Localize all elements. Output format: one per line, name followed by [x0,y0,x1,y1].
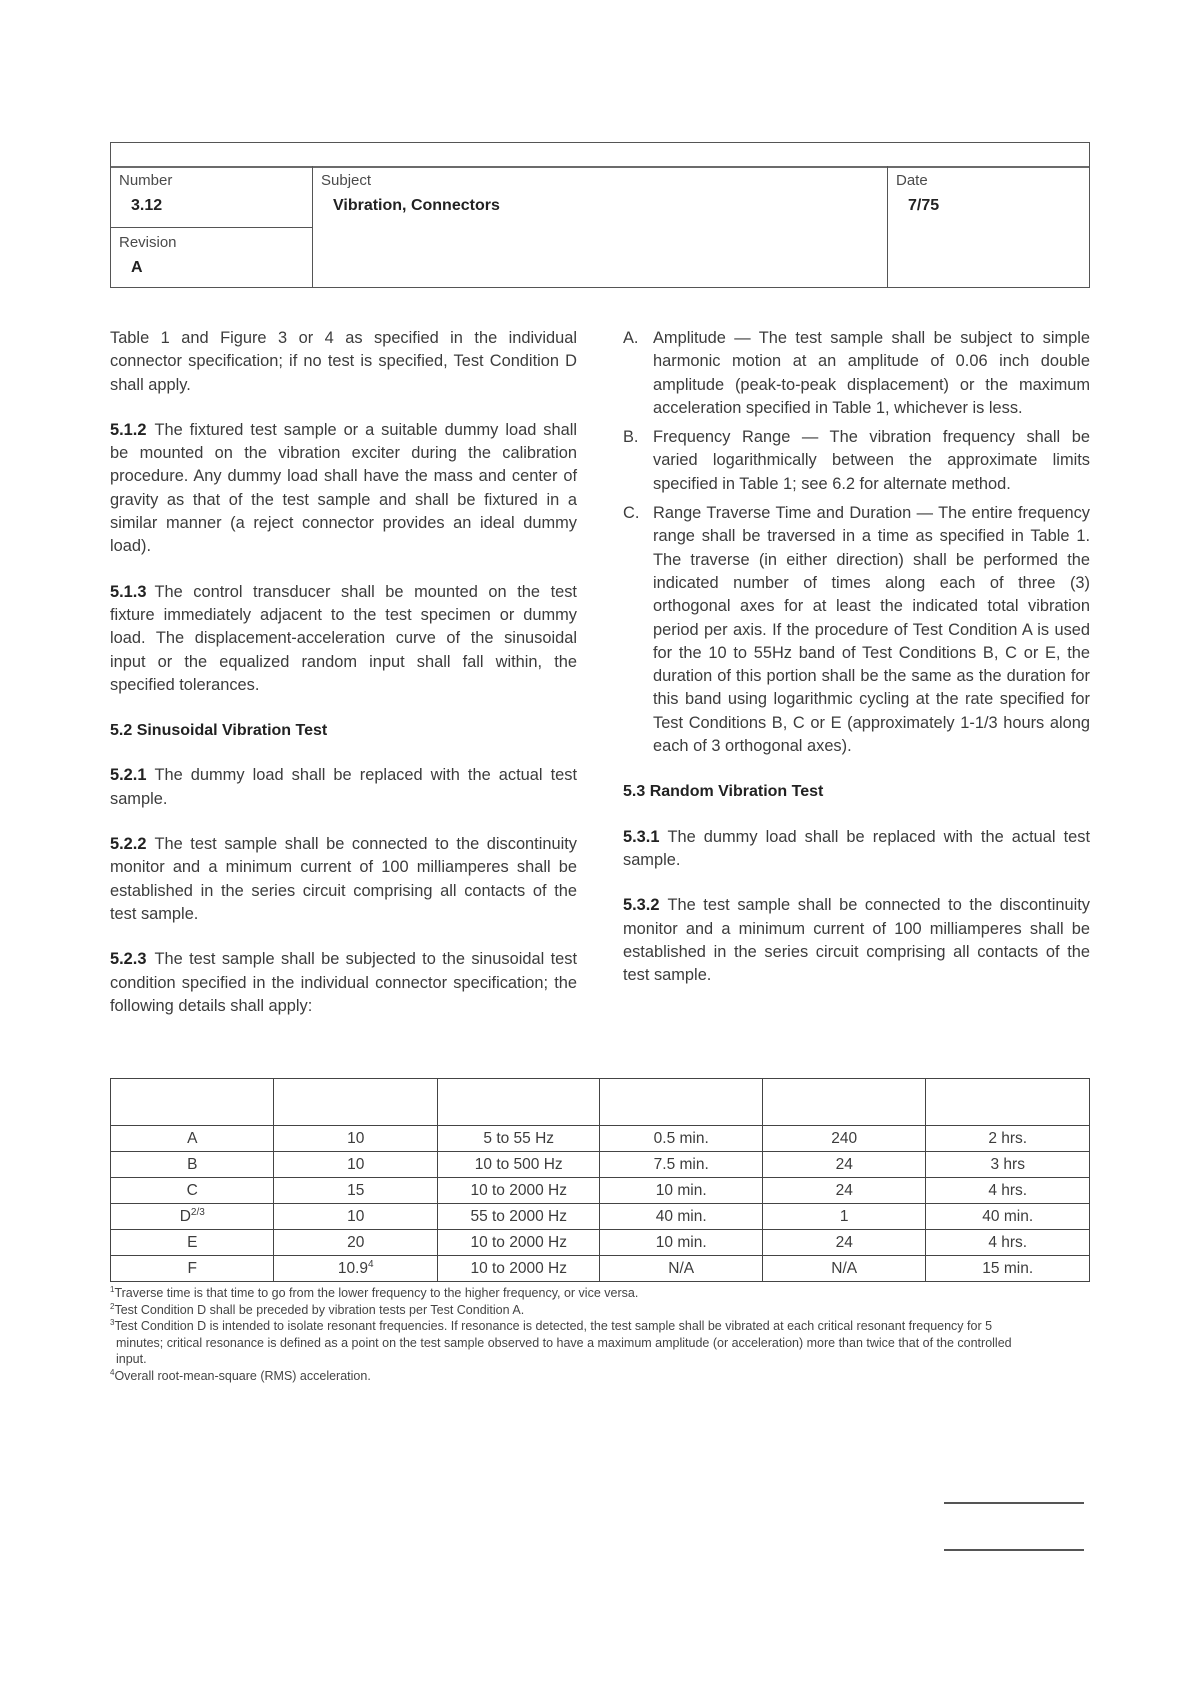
paragraph-text: The dummy load shall be replaced with the actual test sample. [623,827,1090,869]
subject-label: Subject [321,172,372,189]
paragraph-5-1-3 [110,581,577,697]
list-marker: C. [623,504,640,523]
paragraph-text: The test sample shall be connected to the discontinuity monitor and a minimum current of 100 milliamperes shall be established in the series circuit comprising all contacts of the test sample. [110,835,577,923]
table-header-cell [437,1079,600,1126]
condition-cell: B [111,1152,274,1178]
paragraph-5-2-1 [110,764,577,811]
title-block [110,142,1090,288]
list-marker: A. [623,329,639,347]
paragraph-text: The control transducer shall be mounted on the test fixture immediately adjacent to the test specimen or dummy load. The displacement-acceleration curve of the sinusoidal input or the equalized random input shall fall within, the specified tolerances. [110,582,577,694]
cycles-cell: 24 [762,1230,925,1256]
traverse-time-cell: 0.5 min. [600,1126,763,1152]
duration-cell: 2 hrs. [926,1126,1090,1152]
date-cell [888,166,1088,287]
section-number: 5.1.3 [110,582,147,601]
frequency-cell: 5 to 55 Hz [437,1126,600,1152]
paragraph-text: The test sample shall be subjected to the sinusoidal test condition specified in the individual connector specification; the following details shall apply: [110,950,577,1015]
traverse-time-cell: 10 min. [600,1230,763,1256]
number-value: 3.12 [131,197,163,214]
list-item-text: Frequency Range — The vibration frequency shall be varied logarithmically between the approximate limits specified in Table 1; see 6.2 for alternate method. [653,428,1090,493]
revision-value: A [131,259,143,276]
footnote-3: $^3$Test Condition D is intended to isolate resonant frequencies. If resonance is detected, the test sample shall be vibrated at each critical resonant frequency for 5 minutes; critical resonance is defined as a point on the test sample observed to have a maximum amplitude (or acceleration) more than twice that of the controlled input. [110,1318,1012,1367]
duration-cell: 15 min. [926,1256,1090,1282]
duration-cell: 4 hrs. [926,1178,1090,1204]
table-row [111,1152,1090,1178]
table-header-cell [111,1079,274,1126]
acceleration-cell: 15 [274,1178,437,1204]
table-row [111,1256,1090,1282]
list-marker: B. [623,428,639,447]
title-block-top-band [111,143,1089,168]
cycles-cell: 240 [762,1126,925,1152]
table-row [111,1230,1090,1256]
subject-cell [313,166,888,287]
revision-cell [111,228,313,287]
footnote-1: $^1$Traverse time is that time to go from the lower frequency to the higher frequency, or vice versa. [110,1285,639,1300]
signature-line-1 [944,1502,1084,1504]
frequency-cell: 10 to 500 Hz [437,1152,600,1178]
paragraph-5-3-2 [623,894,1090,987]
acceleration-cell: 10.9$^4$ [274,1256,437,1282]
acceleration-cell: 20 [274,1230,437,1256]
cycles-cell: N/A [762,1256,925,1282]
acceleration-cell: 10 [274,1152,437,1178]
revision-label: Revision [119,234,177,251]
test-conditions-table [110,1078,1090,1282]
table-header-row [111,1079,1090,1126]
footnote-2: $^2$Test Condition D shall be preceded by vibration tests per Test Condition A. [110,1301,525,1317]
condition-cell: C [111,1178,274,1204]
section-number: 5.2.1 [110,766,147,785]
paragraph-text: The test sample shall be connected to the discontinuity monitor and a minimum current of 100 milliamperes shall be established in the series circuit comprising all contacts of the test sample. [623,896,1090,985]
footnote-4: $^4$Overall root-mean-square (RMS) acceleration. [110,1367,371,1383]
section-number: 5.2.2 [110,835,147,854]
heading-random-vibration-test: 5.3 Random Vibration Test [623,783,824,801]
table-header-cell [762,1079,925,1126]
paragraph-5-2-3 [110,948,577,1018]
subject-value: Vibration, Connectors [333,197,500,214]
traverse-time-cell: 7.5 min. [600,1152,763,1178]
section-number: 5.3.1 [623,827,660,846]
traverse-time-cell: N/A [600,1256,763,1282]
list-item-text: Range Traverse Time and Duration — The entire frequency range shall be traversed in a time as specified in Table 1. The traverse (in either direction) shall be performed the indicated number of times along each of three (3) orthogonal axes for at least the indicated total vibration period per axis. If the procedure of Test Condition A is used for the 10 to 55Hz band of Test Conditions B, C or E, the duration of this portion shall be the same as the duration for this band using logarithmic cycling at the rate specified for Test Conditions B, C or E (approximately 1-1/3 hours along each of 3 orthogonal axes). [653,504,1090,756]
heading-sinusoidal-vibration-test: 5.2 Sinusoidal Vibration Test [110,722,328,740]
cycles-cell: 24 [762,1178,925,1204]
table-footnotes [110,1285,1070,1385]
acceleration-cell: 10 [274,1126,437,1152]
table-row [111,1126,1090,1152]
left-column [110,327,577,1040]
table-header-cell [926,1079,1090,1126]
section-number: 5.1.2 [110,420,147,439]
frequency-cell: 10 to 2000 Hz [437,1230,600,1256]
condition-cell: E [111,1230,274,1256]
traverse-time-cell: 10 min. [600,1178,763,1204]
date-value: 7/75 [908,197,940,214]
condition-cell: F [111,1256,274,1282]
table-row [111,1178,1090,1204]
paragraph-text: The fixtured test sample or a suitable dummy load shall be mounted on the vibration exciter during the calibration procedure. Any dummy load shall have the mass and center of gravity as that of the test sample and shall be fixtured in a similar manner (a reject connector provides an ideal dummy load). [110,420,577,556]
duration-cell: 40 min. [926,1204,1090,1230]
cycles-cell: 24 [762,1152,925,1178]
section-number: 5.2.3 [110,950,147,969]
paragraph-5-2-2 [110,833,577,926]
list-item-range-traverse [623,502,1090,758]
frequency-cell: 10 to 2000 Hz [437,1256,600,1282]
list-item-text: Amplitude — The test sample shall be subject to simple harmonic motion at an amplitude of 0.06 inch double amplitude (peak-to-peak displacement) or the maximum acceleration specified in Table 1, whichever is less. [653,329,1090,417]
number-cell [111,166,313,228]
paragraph-text: The dummy load shall be replaced with the actual test sample. [110,766,577,808]
number-label: Number [119,172,173,189]
condition-cell: $D^{2/3}$ [111,1204,274,1230]
table-header-cell [274,1079,437,1126]
acceleration-cell: 10 [274,1204,437,1230]
table-header-cell [600,1079,763,1126]
frequency-cell: 10 to 2000 Hz [437,1178,600,1204]
paragraph-5-3-1 [623,826,1090,873]
signature-line-2 [944,1549,1084,1551]
condition-cell: A [111,1126,274,1152]
date-label: Date [896,172,928,189]
list-item-frequency-range [623,426,1090,496]
frequency-cell: 55 to 2000 Hz [437,1204,600,1230]
duration-cell: 4 hrs. [926,1230,1090,1256]
section-number: 5.3.2 [623,896,660,915]
paragraph-5-1-2 [110,419,577,559]
table-row [111,1204,1090,1230]
cycles-cell: 1 [762,1204,925,1230]
right-column [623,327,1090,1009]
list-item-amplitude [623,327,1090,420]
duration-cell: 3 hrs [926,1152,1090,1178]
traverse-time-cell: 40 min. [600,1204,763,1230]
intro-paragraph: Table 1 and Figure 3 or 4 as specified in the individual connector specification; if no test is specified, Test Condition D shall apply. [110,329,577,394]
